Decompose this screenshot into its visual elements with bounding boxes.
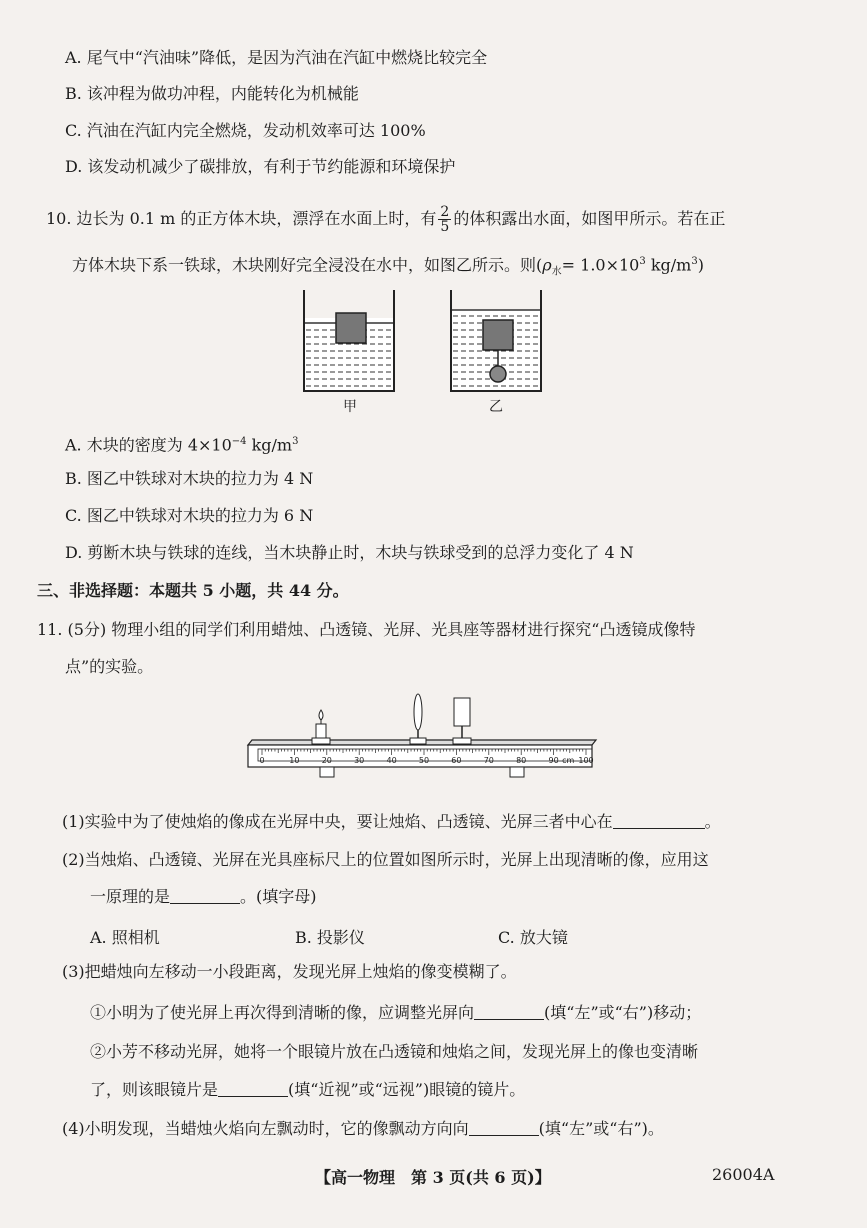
q10-option-c: C. 图乙中铁球对木块的拉力为 6 N: [65, 506, 314, 525]
wood-block-submerged: [483, 320, 513, 350]
convex-lens: [414, 694, 422, 730]
ruler-tick-label: 80: [516, 756, 527, 765]
q9-option-a: A. 尾气中“汽油味”降低，是因为汽油在汽缸中燃烧比较完全: [65, 48, 488, 67]
q9-option-b: B. 该冲程为做功冲程，内能转化为机械能: [65, 84, 359, 103]
iron-ball: [490, 366, 506, 382]
ruler-tick-label: 20: [321, 756, 332, 765]
q11-part3-sub2-line1: ②小芳不移动光屏，她将一个眼镜片放在凸透镜和烛焰之间，发现光屏上的像也变清晰: [90, 1042, 699, 1061]
q10-option-d: D. 剪断木块与铁球的连线，当木块静止时，木块与铁球受到的总浮力变化了 4 N: [65, 543, 634, 562]
page-footer-title: 【高一物理 第 3 页(共 6 页)】: [315, 1168, 551, 1187]
q10-option-b: B. 图乙中铁球对木块的拉力为 4 N: [65, 469, 314, 488]
ruler-tick-label: 30: [354, 756, 365, 765]
q9-option-d: D. 该发动机减少了碳排放，有利于节约能源和环境保护: [65, 157, 456, 176]
q11-choice-a: A. 照相机: [90, 928, 160, 947]
q11-part2-line2: 一原理的是 。(填字母): [90, 887, 317, 906]
q11-part4: (4)小明发现，当蜡烛火焰向左飘动时，它的像飘动方向向 (填“左”或“右”)。: [62, 1119, 664, 1138]
ruler-tick-label: 40: [386, 756, 397, 765]
blank-3[interactable]: [474, 1003, 544, 1020]
section-three-heading: 三、非选择题：本题共 5 小题，共 44 分。: [37, 581, 349, 600]
optical-bench-figure: [240, 690, 600, 782]
q11-part3-sub2-line2: 了，则该眼镜片是 (填“近视”或“远视”)眼镜的镜片。: [90, 1080, 526, 1099]
q10-stem-line2: 方体木块下系一铁球，木块刚好完全浸没在水中，如图乙所示。则($\rho_水= 1.0\times 10^3$ $kg/m^3$): [72, 255, 704, 278]
ruler-tick-label: 50: [418, 756, 430, 765]
q11-choice-b: B. 投影仪: [295, 928, 365, 947]
figure-jia-container: [300, 290, 400, 395]
figure-yi-caption: 乙: [489, 399, 503, 415]
blank-4[interactable]: [218, 1080, 288, 1097]
candle-flame: [319, 710, 323, 720]
figure-jia-caption: 甲: [343, 399, 357, 415]
q11-part1: (1)实验中为了使烛焰的像成在光屏中央，要让烛焰、凸透镜、光屏三者中心在 。: [62, 812, 721, 831]
q11-choice-c: C. 放大镜: [498, 928, 568, 947]
q10-option-a: A. 木块的密度为 $4\times 10^{-4}$ $kg/m^3$: [65, 435, 299, 455]
ruler-tick-label: 100: [578, 756, 594, 765]
light-screen: [454, 698, 470, 726]
blank-5[interactable]: [469, 1119, 539, 1136]
q10-stem-line1: 10. 边长为 0.1 m 的正方体木块，漂浮在水面上时，有 $\frac{2}{5}$ 的体积露出水面，如图甲所示。若在正: [46, 204, 726, 235]
q11-part3: (3)把蜡烛向左移动一小段距离，发现光屏上烛焰的像变模糊了。: [62, 962, 517, 981]
blank-1[interactable]: [613, 812, 705, 829]
q11-part3-sub1: ①小明为了使光屏上再次得到清晰的像，应调整光屏向 (填“左”或“右”)移动；: [90, 1003, 702, 1022]
wood-block-floating: [336, 313, 366, 343]
ruler-tick-label: 0: [259, 756, 265, 765]
ruler-tick-label: 90: [548, 756, 559, 765]
ruler-tick-label: cm: [562, 756, 575, 765]
fraction-two-fifths: $\frac{2}{5}$: [440, 204, 450, 235]
blank-2[interactable]: [170, 887, 240, 904]
q11-part2-line1: (2)当烛焰、凸透镜、光屏在光具座标尺上的位置如图所示时，光屏上出现清晰的像，应用这: [62, 850, 709, 869]
q11-stem-line1: 11. (5分) 物理小组的同学们利用蜡烛、凸透镜、光屏、光具座等器材进行探究“凸透镜成像特: [37, 620, 696, 639]
ruler-tick-label: 70: [483, 756, 494, 765]
figure-yi-container: [447, 290, 547, 395]
page-footer-code: 26004A: [712, 1165, 775, 1184]
ruler-tick-label: 60: [451, 756, 462, 765]
q9-option-c: C. 汽油在汽缸内完全燃烧，发动机效率可达 100%: [65, 121, 426, 140]
q11-stem-line2: 点”的实验。: [65, 657, 154, 676]
ruler-tick-label: 10: [289, 756, 300, 765]
